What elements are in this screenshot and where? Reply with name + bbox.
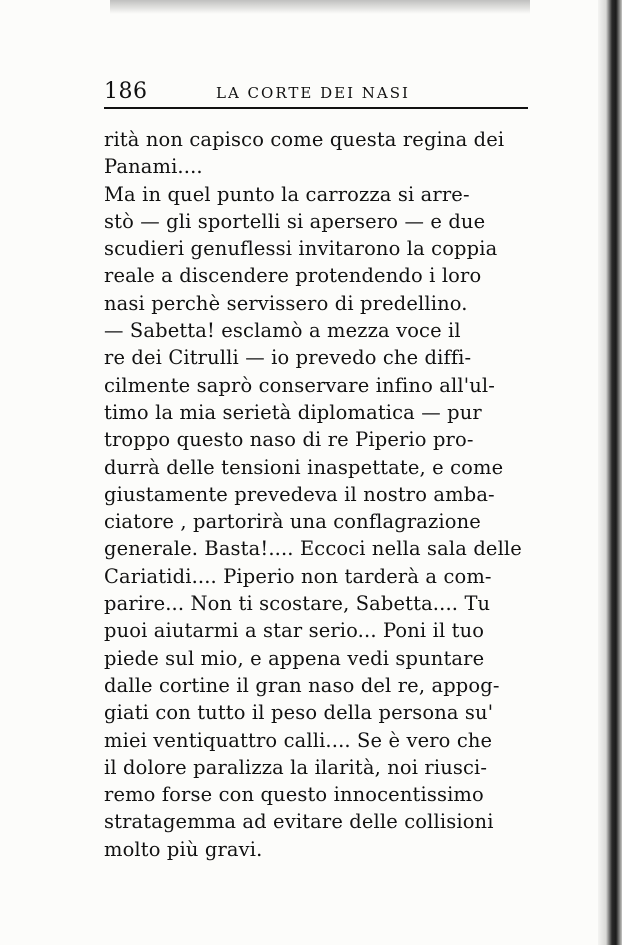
book-spine-edge [598,0,622,945]
text-line: piede sul mio, e appena vedi spuntare [104,645,485,670]
text-line: re dei Citrulli — io prevedo che diffi- [104,345,472,370]
text-line: stratagemma ad evitare delle collisioni [104,809,494,834]
text-line: miei ventiquattro calli.... Se è vero che [104,727,493,752]
text-line: — Sabetta! esclamò a mezza voce il [104,318,461,343]
header-rule [104,107,528,109]
text-line: durrà delle tensioni inaspettate, e come [104,454,504,479]
text-line: puoi aiutarmi a star serio... Poni il tuo [104,618,485,643]
text-line: Ma in quel punto la carrozza si arre- [104,181,470,206]
text-line: remo forse con questo innocentissimo [104,782,484,807]
page-header [104,78,528,108]
text-line: timo la mia serietà diplomatica — pur [104,399,482,424]
page-top-smudge [110,0,530,14]
running-title: LA CORTE DEI NASI [216,84,410,102]
text-line: giati con tutto il peso della persona su' [104,700,494,725]
text-line: ciatore , partorirà una conflagrazione [104,509,481,534]
text-line: Cariatidi.... Piperio non tarderà a com- [104,563,492,588]
text-line: generale. Basta!.... Eccoci nella sala delle [104,536,522,561]
text-line: rità non capisco come questa regina dei [104,127,505,151]
text-line: parire... Non ti scostare, Sabetta.... Tu [104,591,491,616]
page-number: 186 [104,79,148,104]
text-line: molto più gravi. [104,836,263,861]
body-text [104,126,540,863]
text-line: stò — gli sportelli si apersero — e due [104,208,486,233]
text-line: scudieri genuflessi invitarono la coppia [104,236,498,261]
text-line: reale a discendere protendendo i loro [104,263,482,288]
text-line: giustamente prevedeva il nostro amba- [104,481,495,506]
text-line: troppo questo naso di re Piperio pro- [104,427,474,452]
text-line: cilmente saprò conservare infino all'ul- [104,372,495,397]
text-line: dalle cortine il gran naso del re, appog- [104,672,500,697]
text-line: nasi perchè servissero di predellino. [104,290,468,315]
text-line: Panami.... [104,154,203,179]
text-line: il dolore paralizza la ilarità, noi riusci- [104,754,488,779]
